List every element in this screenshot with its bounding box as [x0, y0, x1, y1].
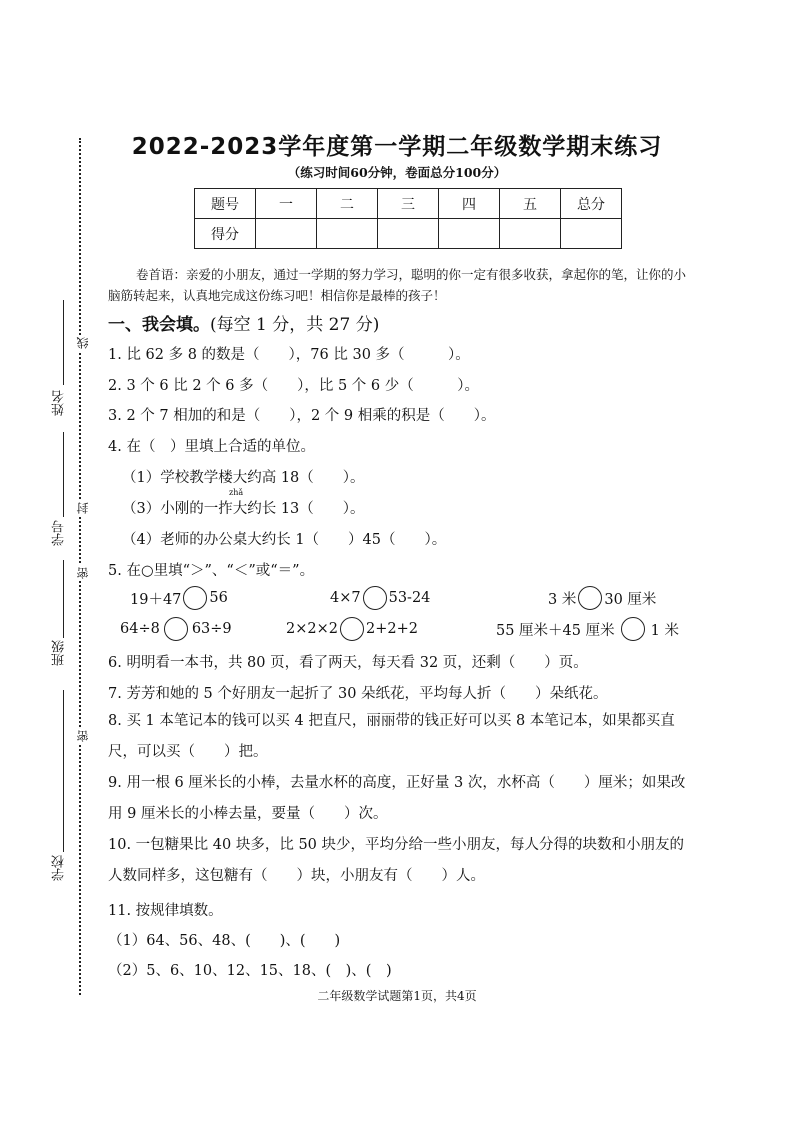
page-footer: 二年级数学试题第1页，共4页 [317, 989, 477, 1003]
name-line [63, 300, 64, 385]
compare-right: 30 厘米 [604, 591, 657, 608]
class-line [63, 560, 64, 638]
compare-item [496, 617, 679, 641]
score-header-cell: 一 [256, 189, 317, 219]
score-header-cell: 二 [317, 189, 378, 219]
score-table [194, 188, 622, 249]
section-1-title-main: 一、我会填。 [108, 315, 210, 335]
score-row-label: 得分 [195, 219, 256, 249]
compare-circle[interactable] [578, 586, 602, 610]
compare-right: 1 米 [650, 622, 679, 639]
score-cell[interactable] [500, 219, 561, 249]
compare-right: 2+2+2 [365, 621, 418, 637]
question-6: 6. 明明看一本书，共 80 页，看了两天，每天看 32 页，还剩（ ）页。 [108, 655, 588, 671]
seal-char-secret-2: 密 [76, 730, 90, 742]
compare-left: 19＋47 [130, 591, 182, 608]
score-table-score-row [195, 219, 622, 249]
compare-item [548, 586, 656, 610]
compare-right: 56 [209, 590, 228, 606]
seal-char-seal: 封 [76, 502, 90, 514]
question-7: 7. 芳芳和她的 5 个好朋友一起折了 30 朵纸花，平均每人折（ ）朵纸花。 [108, 686, 608, 702]
question-11-2: （2）5、6、10、12、15、18、( )、( ) [108, 963, 392, 979]
page-title: 2022-2023学年度第一学期二年级数学期末练习 [131, 134, 663, 160]
score-table-header-row [195, 189, 622, 219]
compare-circle[interactable] [340, 617, 364, 641]
student-id-line [63, 432, 64, 517]
compare-left: 55 厘米＋45 厘米 [496, 622, 615, 639]
score-header-cell: 题号 [195, 189, 256, 219]
question-4: 4. 在（ ）里填上合适的单位。 [108, 439, 315, 455]
student-id-label: 学号 [52, 520, 67, 546]
compare-item [286, 617, 418, 641]
question-1: 1. 比 62 多 8 的数是（ ），76 比 30 多（ ）。 [108, 347, 470, 363]
question-8: 8. 买 1 本笔记本的钱可以买 4 把直尺，丽丽带的钱正好可以买 8 本笔记本，如果都买直尺，可以买（ ）把。 [108, 713, 675, 760]
question-4-3: （3）小刚的一拃大约长 13（ ）。 [122, 501, 365, 517]
compare-circle[interactable] [164, 617, 188, 641]
school-label: 学校 [52, 855, 67, 881]
compare-item [330, 586, 430, 610]
score-cell[interactable] [439, 219, 500, 249]
intro-text: 卷首语：亲爱的小朋友，通过一学期的努力学习，聪明的你一定有很多收获，拿起你的笔，让你的小脑筋转起来，认真地完成这份练习吧！相信你是最棒的孩子！ [108, 267, 687, 303]
section-1-title [108, 310, 379, 335]
score-cell[interactable] [561, 219, 622, 249]
seal-char-line: 线 [76, 337, 90, 349]
score-header-cell: 四 [439, 189, 500, 219]
question-2: 2. 3 个 6 比 2 个 6 多（ ），比 5 个 6 少（ ）。 [108, 378, 479, 394]
seal-char-secret-1: 密 [76, 567, 90, 579]
score-cell[interactable] [378, 219, 439, 249]
question-11-1: （1）64、56、48、( )、( ) [108, 933, 341, 949]
compare-left: 3 米 [548, 591, 577, 608]
question-11: 11. 按规律填数。 [108, 903, 223, 919]
compare-item [130, 586, 228, 610]
compare-left: 2×2×2 [286, 621, 338, 637]
compare-circle[interactable] [363, 586, 387, 610]
compare-right: 53-24 [388, 590, 431, 606]
question-3: 3. 2 个 7 相加的和是（ ），2 个 9 相乘的积是（ ）。 [108, 408, 496, 424]
question-4-3-pinyin: zhǎ [229, 488, 244, 497]
question-5: 5. 在○里填“＞”、“＜”或“＝”。 [108, 563, 315, 579]
compare-circle[interactable] [621, 617, 645, 641]
score-header-cell: 总分 [561, 189, 622, 219]
score-cell[interactable] [317, 219, 378, 249]
compare-left: 64÷8 [120, 621, 160, 637]
question-4-1: （1）学校教学楼大约高 18（ ）。 [122, 470, 365, 486]
class-label: 班级 [52, 640, 67, 666]
compare-item [120, 617, 232, 641]
school-line [63, 690, 64, 852]
question-9: 9. 用一根 6 厘米长的小棒，去量水杯的高度，正好量 3 次，水杯高（ ）厘米；如果改用 9 厘米长的小棒去量，要量（ ）次。 [108, 775, 686, 822]
name-label: 姓名 [52, 390, 67, 416]
score-header-cell: 三 [378, 189, 439, 219]
score-cell[interactable] [256, 219, 317, 249]
score-header-cell: 五 [500, 189, 561, 219]
compare-circle[interactable] [183, 586, 207, 610]
question-4-4: （4）老师的办公桌大约长 1（ ）45（ ）。 [122, 532, 447, 548]
compare-right: 63÷9 [191, 621, 232, 637]
question-10: 10. 一包糖果比 40 块多，比 50 块少，平均分给一些小朋友，每人分得的块数和小朋友的人数同样多，这包糖有（ ）块，小朋友有（ ）人。 [108, 837, 685, 884]
section-1-title-note: (每空 1 分，共 27 分) [210, 315, 380, 335]
page-subtitle: （练习时间60分钟，卷面总分100分） [287, 165, 507, 180]
compare-left: 4×7 [330, 590, 361, 606]
